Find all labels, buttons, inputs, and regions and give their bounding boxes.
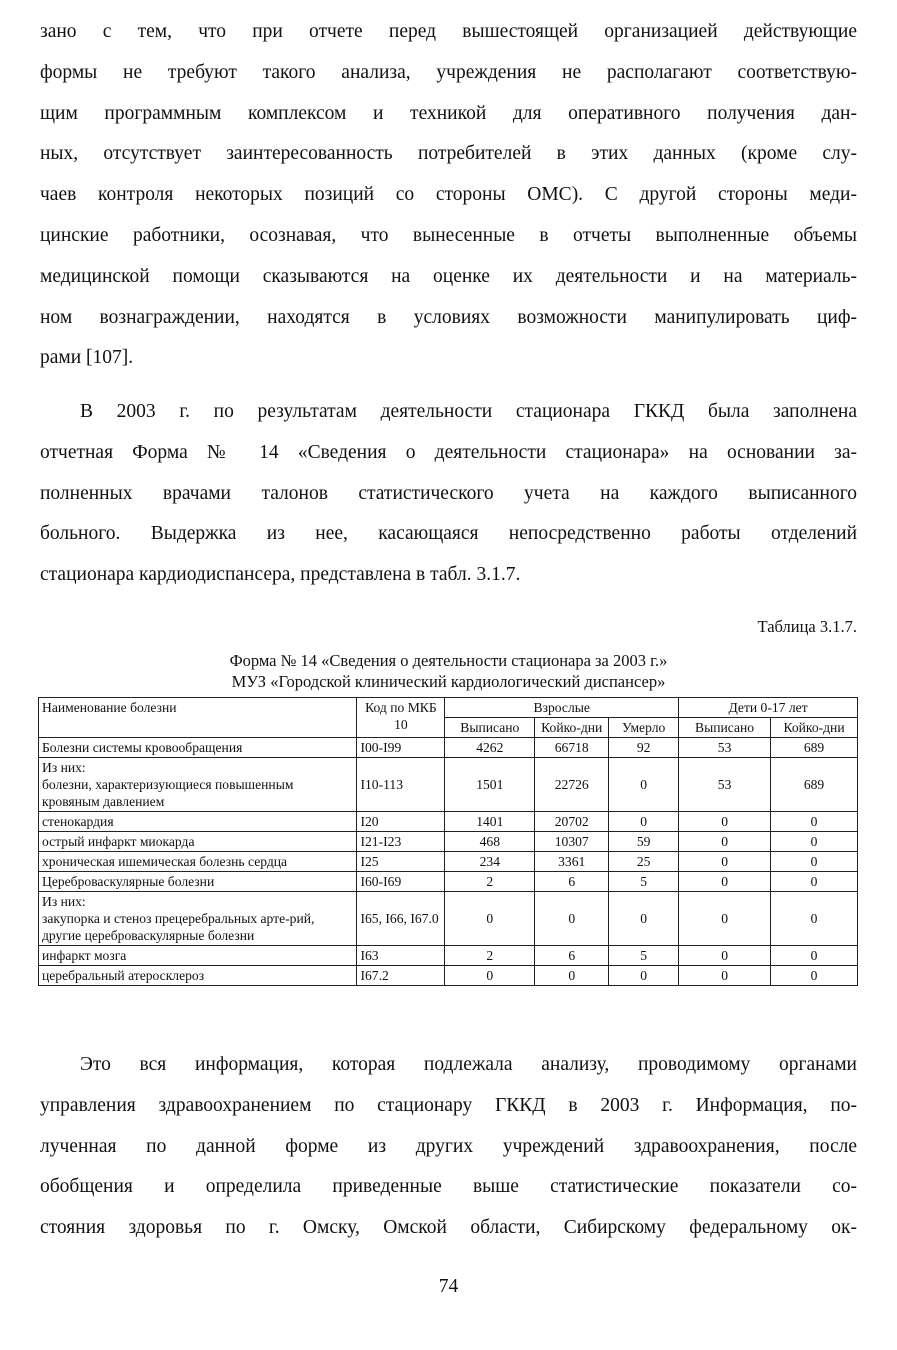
header-children-discharged: Выписано bbox=[679, 718, 771, 738]
cell-c-bed-days: 689 bbox=[771, 758, 858, 812]
cell-disease-name: Из них: болезни, характеризующиеся повышенным кровяным давлением bbox=[39, 758, 357, 812]
cell-a-discharged: 4262 bbox=[445, 738, 535, 758]
cell-disease-name: хроническая ишемическая болезнь сердца bbox=[39, 852, 357, 872]
cell-code: I65, I66, I67.0 bbox=[357, 892, 445, 946]
cell-a-discharged: 0 bbox=[445, 966, 535, 986]
cell-code: I67.2 bbox=[357, 966, 445, 986]
cell-c-bed-days: 0 bbox=[771, 946, 858, 966]
cell-code: I63 bbox=[357, 946, 445, 966]
cell-a-died: 25 bbox=[609, 852, 679, 872]
cell-c-discharged: 53 bbox=[679, 738, 771, 758]
cell-c-bed-days: 0 bbox=[771, 832, 858, 852]
table-row bbox=[39, 892, 858, 946]
cell-a-died: 59 bbox=[609, 832, 679, 852]
cell-code: I21-I23 bbox=[357, 832, 445, 852]
cell-code: I20 bbox=[357, 812, 445, 832]
cell-a-died: 5 bbox=[609, 872, 679, 892]
cell-c-bed-days: 0 bbox=[771, 872, 858, 892]
text-line: стояния здоровья по г. Омску, Омской области, Сибирскому федеральному ок- bbox=[40, 1217, 857, 1239]
cell-code: I00-I99 bbox=[357, 738, 445, 758]
cell-a-bed-days: 22726 bbox=[535, 758, 609, 812]
cell-a-bed-days: 0 bbox=[535, 892, 609, 946]
text-line: чаев контроля некоторых позиций со стороны ОМС). С другой стороны меди- bbox=[40, 184, 857, 206]
paragraph-2 bbox=[40, 392, 857, 596]
cell-code: I60-I69 bbox=[357, 872, 445, 892]
cell-a-bed-days: 20702 bbox=[535, 812, 609, 832]
cell-a-died: 0 bbox=[609, 892, 679, 946]
cell-code: I25 bbox=[357, 852, 445, 872]
cell-a-bed-days: 6 bbox=[535, 872, 609, 892]
text-line: лученная по данной форме из других учреждений здравоохранения, после bbox=[40, 1135, 857, 1157]
page-number: 74 bbox=[438, 1276, 459, 1297]
cell-c-bed-days: 0 bbox=[771, 966, 858, 986]
text-line: больного. Выдержка из нее, касающаяся непосредственно работы отделений bbox=[40, 523, 857, 545]
text-line: управления здравоохранением по стационару ГККД в 2003 г. Информация, по- bbox=[40, 1094, 857, 1116]
header-adults-died: Умерло bbox=[609, 718, 679, 738]
text-line: зано с тем, что при отчете перед вышестоящей организацией действующие bbox=[40, 21, 857, 42]
table-row bbox=[39, 738, 858, 758]
statistics-table bbox=[38, 697, 858, 986]
table-row bbox=[39, 758, 858, 812]
cell-c-discharged: 0 bbox=[679, 966, 771, 986]
text-line: стационара кардиодиспансера, представлена в табл. 3.1.7. bbox=[40, 564, 521, 586]
cell-disease-name: церебральный атеросклероз bbox=[39, 966, 357, 986]
cell-c-discharged: 0 bbox=[679, 892, 771, 946]
text-line: рами [107]. bbox=[40, 347, 134, 369]
cell-c-discharged: 53 bbox=[679, 758, 771, 812]
header-children: Дети 0-17 лет bbox=[679, 698, 858, 718]
paragraph-1 bbox=[40, 12, 857, 379]
header-adults-discharged: Выписано bbox=[445, 718, 535, 738]
cell-a-discharged: 2 bbox=[445, 946, 535, 966]
cell-a-bed-days: 0 bbox=[535, 966, 609, 986]
cell-c-bed-days: 0 bbox=[771, 852, 858, 872]
cell-c-bed-days: 689 bbox=[771, 738, 858, 758]
text-line: В 2003 г. по результатам деятельности стационара ГККД была заполнена bbox=[80, 401, 857, 422]
text-line: ных, отсутствует заинтересованность потребителей в этих данных (кроме слу- bbox=[40, 143, 857, 165]
text-line: формы не требуют такого анализа, учреждения не располагают соответствую- bbox=[40, 61, 857, 83]
cell-c-discharged: 0 bbox=[679, 852, 771, 872]
header-disease: Наименование болезни bbox=[39, 698, 357, 738]
cell-c-discharged: 0 bbox=[679, 872, 771, 892]
cell-disease-name: стенокардия bbox=[39, 812, 357, 832]
table-label: Таблица 3.1.7. bbox=[757, 617, 857, 636]
text-line: обобщения и определила приведенные выше статистические показатели со- bbox=[40, 1176, 857, 1198]
cell-a-bed-days: 10307 bbox=[535, 832, 609, 852]
cell-a-discharged: 234 bbox=[445, 852, 535, 872]
cell-c-discharged: 0 bbox=[679, 832, 771, 852]
table-subtitle: МУЗ «Городской клинический кардиологический диспансер» bbox=[231, 672, 666, 691]
table-row bbox=[39, 832, 858, 852]
table-row bbox=[39, 966, 858, 986]
cell-a-bed-days: 3361 bbox=[535, 852, 609, 872]
table-row bbox=[39, 812, 858, 832]
cell-a-discharged: 1401 bbox=[445, 812, 535, 832]
cell-a-discharged: 1501 bbox=[445, 758, 535, 812]
cell-a-bed-days: 66718 bbox=[535, 738, 609, 758]
text-line: щим программным комплексом и техникой для оперативного получения дан- bbox=[40, 102, 857, 124]
cell-c-bed-days: 0 bbox=[771, 812, 858, 832]
cell-a-died: 0 bbox=[609, 812, 679, 832]
cell-disease-name: Цереброваскулярные болезни bbox=[39, 872, 357, 892]
cell-code: I10-113 bbox=[357, 758, 445, 812]
table-row bbox=[39, 852, 858, 872]
text-line: полненных врачами талонов статистического учета на каждого выписанного bbox=[40, 482, 857, 504]
table-title: Форма № 14 «Сведения о деятельности стационара за 2003 г.» bbox=[229, 651, 668, 670]
cell-a-died: 5 bbox=[609, 946, 679, 966]
text-line: цинские работники, осознавая, что вынесенные в отчеты выполненные объемы bbox=[40, 224, 857, 246]
cell-a-died: 92 bbox=[609, 738, 679, 758]
text-line: отчетная Форма № 14 «Сведения о деятельности стационара» на основании за- bbox=[40, 441, 857, 463]
cell-disease-name: Болезни системы кровообращения bbox=[39, 738, 357, 758]
header-code: Код по МКБ 10 bbox=[357, 698, 445, 738]
cell-c-discharged: 0 bbox=[679, 946, 771, 966]
cell-a-died: 0 bbox=[609, 966, 679, 986]
text-line: медицинской помощи сказываются на оценке их деятельности и на материаль- bbox=[40, 265, 857, 287]
cell-disease-name: Из них: закупорка и стеноз прецеребральных арте-рий, другие цереброваскулярные болезни bbox=[39, 892, 357, 946]
text-line: ном вознаграждении, находятся в условиях возможности манипулировать циф- bbox=[40, 306, 857, 328]
cell-a-died: 0 bbox=[609, 758, 679, 812]
cell-c-discharged: 0 bbox=[679, 812, 771, 832]
table-row bbox=[39, 872, 858, 892]
text-line: Это вся информация, которая подлежала анализу, проводимому органами bbox=[80, 1054, 857, 1075]
cell-disease-name: острый инфаркт миокарда bbox=[39, 832, 357, 852]
paragraph-3 bbox=[40, 1045, 857, 1249]
header-children-bed-days: Койко-дни bbox=[771, 718, 858, 738]
table-header-row bbox=[39, 698, 858, 718]
cell-a-discharged: 0 bbox=[445, 892, 535, 946]
cell-a-discharged: 468 bbox=[445, 832, 535, 852]
cell-c-bed-days: 0 bbox=[771, 892, 858, 946]
header-adults-bed-days: Койко-дни bbox=[535, 718, 609, 738]
header-adults: Взрослые bbox=[445, 698, 679, 718]
cell-a-discharged: 2 bbox=[445, 872, 535, 892]
table-row bbox=[39, 946, 858, 966]
cell-a-bed-days: 6 bbox=[535, 946, 609, 966]
cell-disease-name: инфаркт мозга bbox=[39, 946, 357, 966]
